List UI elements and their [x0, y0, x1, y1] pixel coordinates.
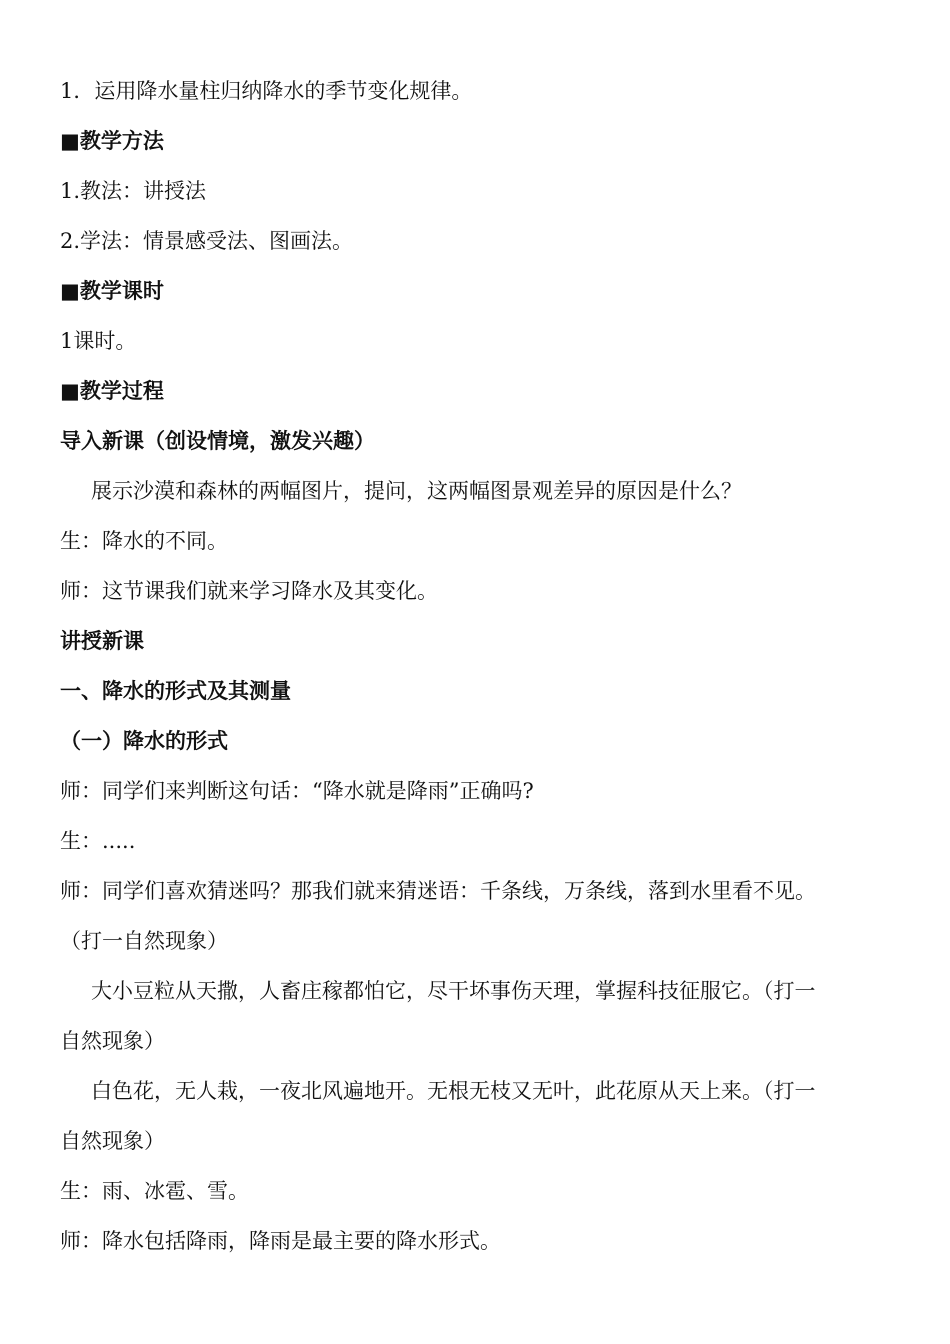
- subsection-heading: 讲授新课: [60, 628, 144, 653]
- dialogue-line: 生：降水的不同。: [60, 529, 228, 553]
- paragraph-line: 展示沙漠和森林的两幅图片，提问，这两幅图景观差异的原因是什么？: [91, 479, 742, 503]
- section-heading: ■教学方法: [60, 128, 164, 153]
- dialogue-line: 师：这节课我们就来学习降水及其变化。: [60, 579, 438, 603]
- subsection-heading: 导入新课（创设情境，激发兴趣）: [60, 428, 375, 453]
- section-heading: ■教学过程: [60, 378, 164, 403]
- dialogue-line: 师：降水包括降雨，降雨是最主要的降水形式。: [60, 1229, 501, 1253]
- dialogue-line: 生：雨、冰雹、雪。: [60, 1179, 249, 1203]
- text-line: 2.学法：情景感受法、图画法。: [60, 229, 354, 253]
- subsection-heading: （一）降水的形式: [60, 728, 228, 753]
- dialogue-line: 师：同学们喜欢猜迷吗？那我们就来猜迷语：千条线，万条线，落到水里看不见。: [60, 879, 816, 903]
- text-line: （打一自然现象）: [60, 929, 228, 953]
- dialogue-line: 生：.....: [60, 829, 136, 853]
- subsection-heading: 一、降水的形式及其测量: [60, 678, 291, 703]
- section-heading: ■教学课时: [60, 278, 164, 303]
- text-line: 自然现象）: [60, 1029, 165, 1053]
- text-line: 1课时。: [60, 329, 137, 353]
- text-line: 1．运用降水量柱归纳降水的季节变化规律。: [60, 79, 473, 103]
- paragraph-line: 白色花，无人栽，一夜北风遍地开。无根无枝又无叶，此花原从天上来。（打一: [91, 1079, 816, 1103]
- document-body: [60, 66, 880, 1266]
- dialogue-line: 师：同学们来判断这句话：“降水就是降雨”正确吗?: [60, 779, 534, 803]
- paragraph-line: 大小豆粒从天撒，人畜庄稼都怕它，尽干坏事伤天理，掌握科技征服它。（打一: [91, 979, 816, 1003]
- text-line: 自然现象）: [60, 1129, 165, 1153]
- text-line: 1.教法：讲授法: [60, 179, 207, 203]
